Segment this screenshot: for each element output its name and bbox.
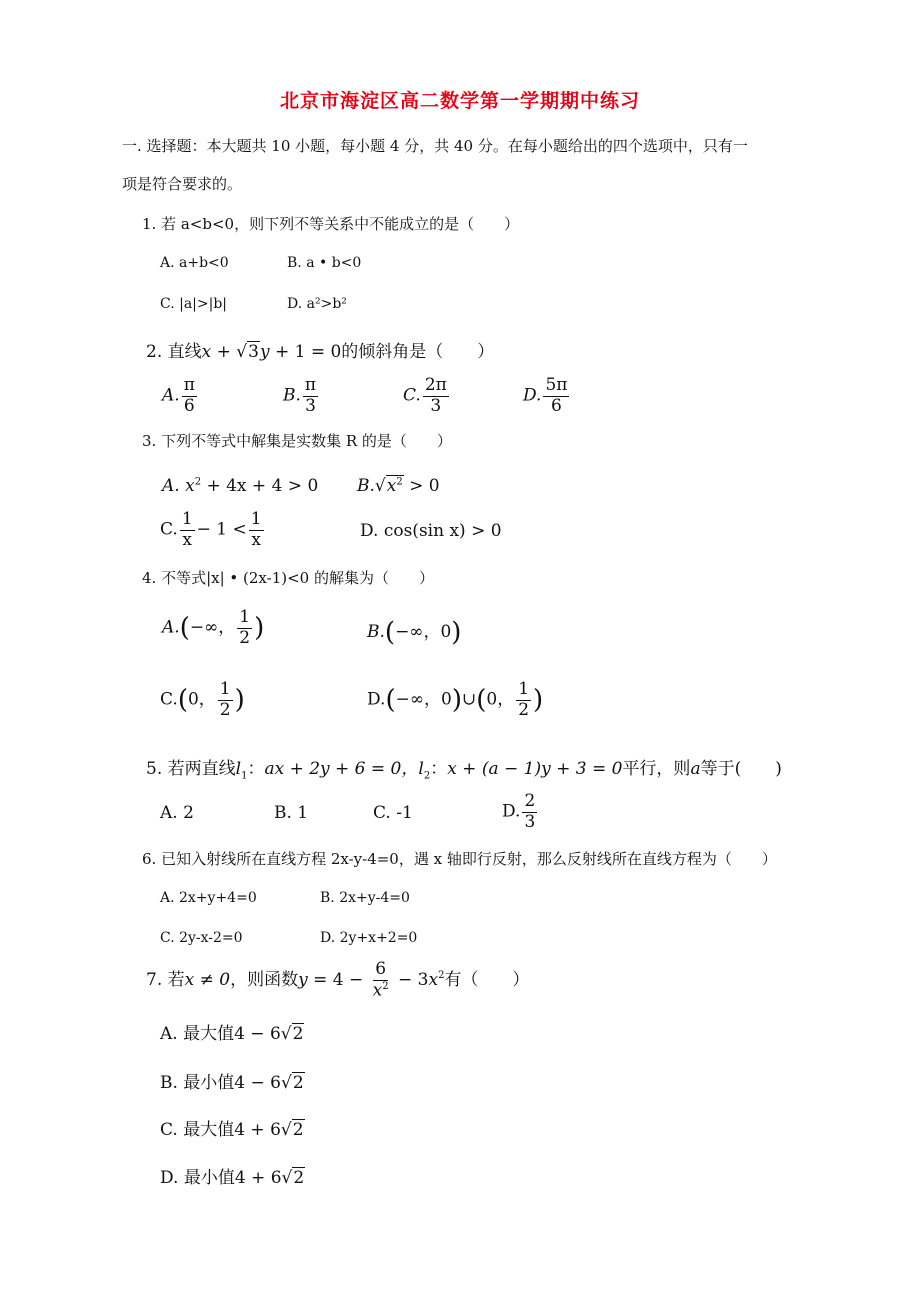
- question-2-option-c: C. $\frac{2\pi}{3}$: [403, 375, 447, 416]
- question-4-option-a: A.(−∞， $\frac{1}{2}$ ): [162, 607, 265, 648]
- question-2-pre: 2. 直线: [146, 342, 202, 362]
- question-4-option-b: B.(−∞，0): [367, 617, 462, 648]
- question-2-option-b: B. $\frac{\pi}{3}$: [283, 375, 317, 416]
- page-title: 北京市海淀区高二数学第一学期期中练习: [279, 90, 640, 112]
- question-3-option-c: C. $\frac{1}{x}$ − 1 < $\frac{1}{x}$: [160, 509, 262, 550]
- section-intro-cont: 项是符合要求的。: [122, 175, 243, 193]
- question-7-option-d: D. 最小值4 + 6√2: [160, 1168, 305, 1188]
- question-1-option-b: B. a • b<0: [287, 255, 362, 271]
- question-3-option-a: A. $x^2 + 4x + 4 > 0$: [162, 476, 319, 496]
- question-2-option-d: D. $\frac{5\pi}{6}$: [523, 375, 568, 416]
- question-1-option-d: D. a²>b²: [287, 296, 347, 312]
- question-2-post: 的倾斜角是（ ）: [341, 342, 495, 362]
- question-5-option-c: C. -1: [373, 803, 413, 823]
- question-6-option-b: B. 2x+y-4=0: [320, 890, 410, 906]
- question-7-option-c: C. 最大值4 + 6√2: [160, 1120, 304, 1140]
- question-2-option-a: A. $\frac{\pi}{6}$: [162, 375, 195, 416]
- question-1-option-c: C. |a|>|b|: [160, 296, 228, 312]
- question-3-option-d: D. cos(sin x) > 0: [360, 521, 502, 541]
- question-2-stem: 2. 直线x + √3y + 1 = 0的倾斜角是（ ）: [146, 342, 495, 362]
- question-4-option-d: D.(−∞，0)∪(0， $\frac{1}{2}$ ): [367, 679, 544, 720]
- question-5-stem: 5. 若两直线$l_1$：ax + 2y + 6 = 0，$l_2$：x + (a − 1)y + 3 = 0平行，则a等于( ): [146, 759, 782, 782]
- question-4-stem: 4. 不等式|x| • (2x-1)<0 的解集为（ ）: [142, 569, 434, 587]
- question-5-option-b: B. 1: [274, 803, 309, 823]
- question-4-option-c: C.(0， $\frac{1}{2}$ ): [160, 679, 245, 720]
- question-3-stem: 3. 下列不等式中解集是实数集 R 的是（ ）: [142, 432, 452, 450]
- question-7-option-a: A. 最大值4 − 6√2: [160, 1024, 304, 1044]
- question-7-option-b: B. 最小值4 − 6√2: [160, 1073, 304, 1093]
- question-3-option-b: $B.√x^2 > 0$: [357, 476, 440, 496]
- question-6-stem: 6. 已知入射线所在直线方程 2x-y-4=0，遇 x 轴即行反射，那么反射线所在直线方程为（ ）: [142, 850, 777, 868]
- question-1-option-a: A. a+b<0: [160, 255, 229, 271]
- question-7-stem: 7. 若x ≠ 0，则函数y = 4 − $\frac{6}{x^2}$ − $3x^2$有（ ）: [146, 959, 530, 1001]
- question-1-stem: 1. 若 a<b<0，则下列不等关系中不能成立的是（ ）: [142, 215, 520, 233]
- question-6-option-a: A. 2x+y+4=0: [160, 890, 257, 906]
- question-6-option-d: D. 2y+x+2=0: [320, 930, 418, 946]
- section-intro: 一. 选择题：本大题共 10 小题，每小题 4 分，共 40 分。在每小题给出的四个选项中，只有一: [122, 137, 748, 155]
- question-5-option-a: A. 2: [160, 803, 194, 823]
- question-5-option-d: D. $\frac{2}{3}$: [502, 791, 536, 832]
- question-6-option-c: C. 2y-x-2=0: [160, 930, 243, 946]
